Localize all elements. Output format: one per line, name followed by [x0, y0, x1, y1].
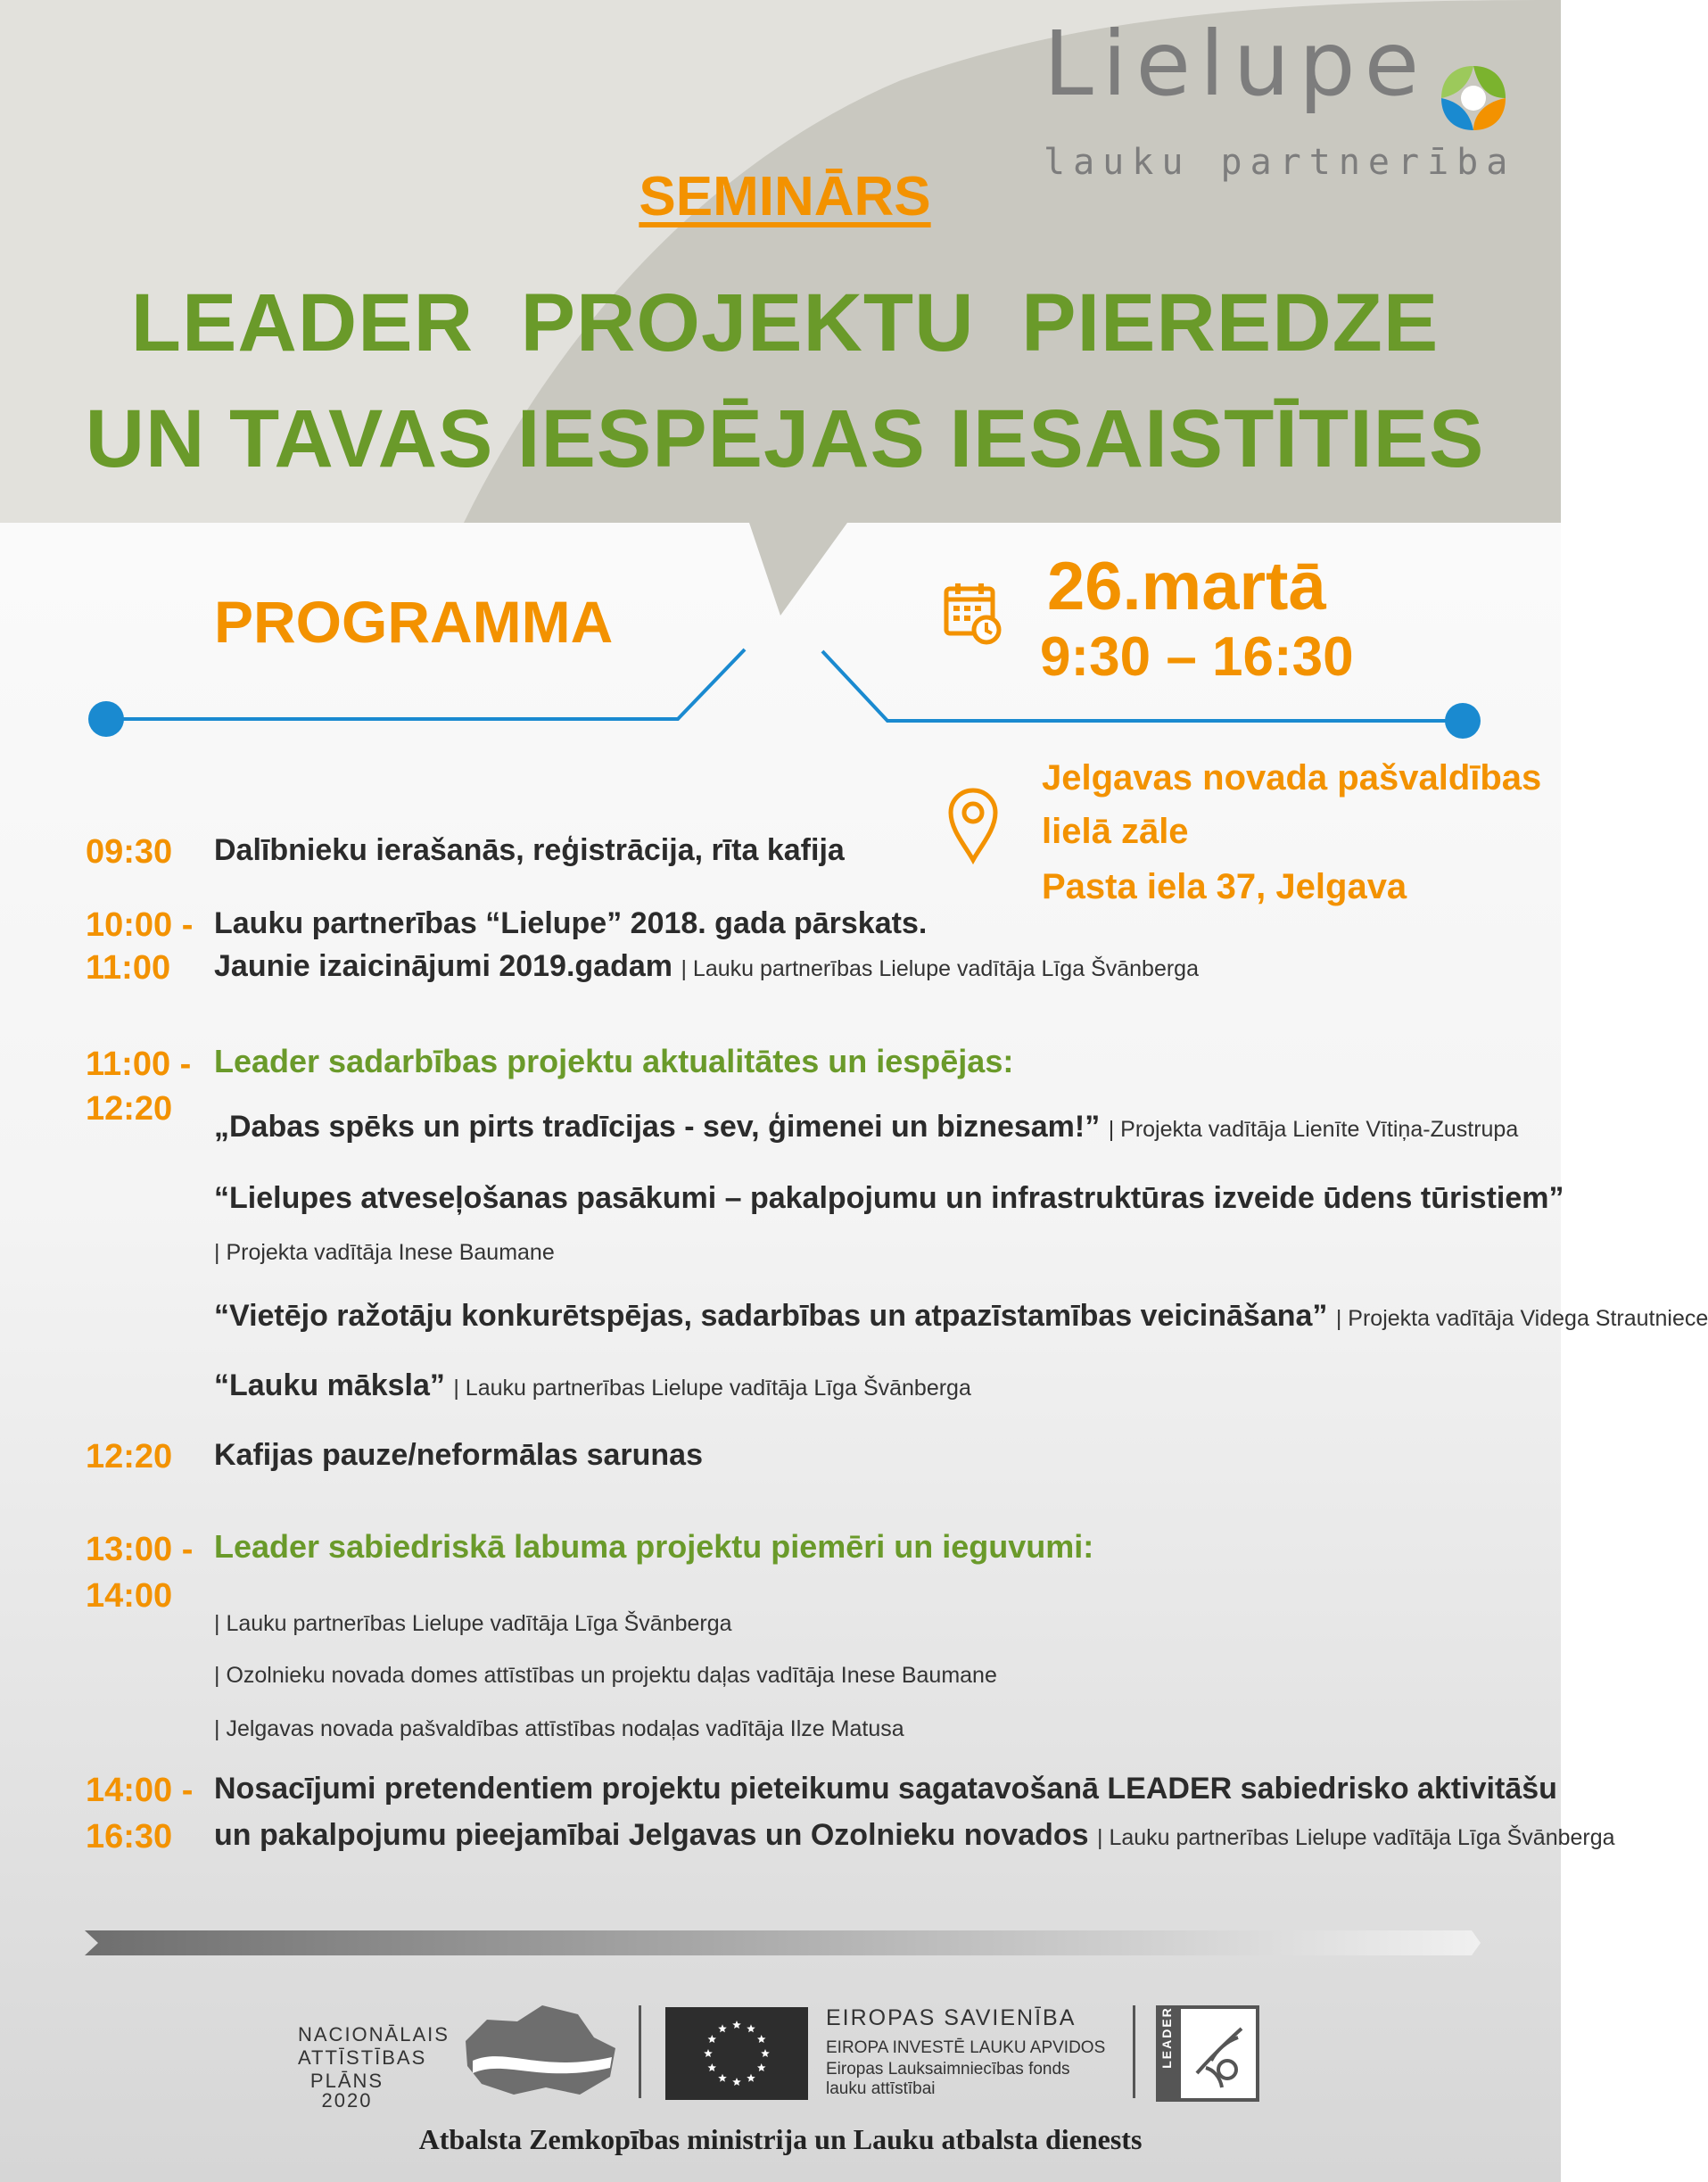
leader-logo-icon [1156, 2005, 1259, 2102]
schedule-item: Kafijas pauze/neformālas sarunas [214, 1438, 704, 1472]
schedule-item: Dalībnieku ierašanās, reģistrācija, rīta kafija [214, 833, 845, 867]
main-title-line2: UN TAVAS IESPĒJAS IESAISTĪTIES [85, 393, 1485, 484]
section-heading: Leader sabiedriskā labuma projektu piemēri un ieguvumi: [214, 1528, 1094, 1565]
logo-subtitle: lauku partnerība [1044, 142, 1516, 183]
speaker: | Lauku partnerības Lielupe vadītāja Līga Švānberga [453, 1376, 971, 1401]
calendar-clock-icon [944, 582, 1003, 646]
schedule-time: 12:20 [86, 1438, 173, 1475]
speaker: | Jelgavas novada pašvaldības attīstības nodaļas vadītāja Ilze Matusa [214, 1716, 904, 1741]
project-item: “Lauku māksla” | Lauku partnerības Lielupe vadītāja Līga Švānberga [214, 1368, 971, 1402]
latvia-map-icon [460, 2002, 621, 2100]
eu-line2: Eiropas Lauksaimniecības fonds [826, 2060, 1070, 2079]
footer-divider [639, 2005, 641, 2098]
speaker: | Lauku partnerības Lielupe vadītāja Līga Švānberga [681, 956, 1199, 981]
venue-line1: Jelgavas novada pašvaldības [1042, 758, 1542, 798]
schedule-item: Jaunie izaicinājumi 2019.gadam | Lauku partnerības Lielupe vadītāja Līga Švānberga [214, 949, 1199, 983]
speaker: | Projekta vadītāja Videga Strautniece [1335, 1306, 1708, 1331]
schedule-time: 10:00 - [86, 906, 194, 944]
event-time: 9:30 – 16:30 [1040, 626, 1354, 688]
event-date: 26.martā [1047, 549, 1326, 624]
speaker: | Lauku partnerības Lielupe vadītāja Līga Švānberga [214, 1611, 732, 1636]
speaker: | Lauku partnerības Lielupe vadītāja Līga Švānberga [1097, 1825, 1615, 1850]
eu-line1: EIROPA INVESTĒ LAUKU APVIDOS [826, 2038, 1106, 2057]
schedule-item: Nosacījumi pretendentiem projektu pieteikumu sagatavošanā LEADER sabiedrisko aktivitāšu [214, 1772, 1557, 1806]
support-statement: Atbalsta Zemkopības ministrija un Lauku atbalsta dienests [418, 2123, 1143, 2155]
schedule-time: 11:00 - [86, 1046, 192, 1083]
schedule-time: 09:30 [86, 833, 173, 871]
programme-heading: PROGRAMMA [214, 589, 614, 655]
schedule-time: 11:00 [86, 949, 171, 987]
venue-line3: Pasta iela 37, Jelgava [1042, 867, 1407, 906]
logo-wordmark: Lielupe [1044, 12, 1429, 116]
eu-title: EIROPAS SAVIENĪBA [826, 2005, 1077, 2030]
section-heading: Leader sadarbības projektu aktualitātes un iespējas: [214, 1043, 1014, 1079]
project-item: “Vietējo ražotāju konkurētspējas, sadarbības un atpazīstamības veicināšana” | Projekta vadītāja Videga Strautniece [214, 1299, 1708, 1333]
eu-line3: lauku attīstībai [826, 2079, 936, 2098]
eu-flag-icon [665, 2007, 808, 2100]
nap-logo-line1: NACIONĀLAIS [298, 2023, 450, 2046]
nap-logo-line3: PLĀNS 2020 [309, 2070, 384, 2112]
speaker: | Ozolnieku novada domes attīstības un projektu daļas vadītāja Inese Baumane [214, 1663, 997, 1688]
schedule-time: 12:20 [86, 1090, 173, 1128]
speaker: | Projekta vadītāja Inese Baumane [214, 1240, 555, 1265]
footer-divider [1133, 2005, 1135, 2098]
project-item: “Lielupes atveseļošanas pasākumi – pakalpojumu un infrastruktūras izveide ūdens tūristiem” [214, 1181, 1564, 1215]
location-pin-icon [947, 787, 999, 864]
schedule-time: 16:30 [86, 1818, 173, 1856]
speaker: | Projekta vadītāja Lienīte Vītiņa-Zustrupa [1108, 1117, 1519, 1142]
schedule-time: 14:00 - [86, 1772, 194, 1809]
nap-logo-line2: ATTĪSTĪBAS [298, 2046, 427, 2069]
project-item: „Dabas spēks un pirts tradīcijas - sev, ģimenei un biznesam!” | Projekta vadītāja Lienīte Vītiņa-Zustrupa [214, 1110, 1519, 1144]
schedule-time: 13:00 - [86, 1531, 194, 1568]
schedule-item: un pakalpojumu pieejamībai Jelgavas un Ozolnieku novados | Lauku partnerības Lielupe vadītāja Līga Švānberga [214, 1818, 1615, 1852]
logo-leaf-icon [1438, 62, 1509, 134]
schedule-item: Lauku partnerības “Lielupe” 2018. gada pārskats. [214, 906, 928, 940]
seminar-kicker: SEMINĀRS [639, 166, 931, 227]
venue-line2: lielā zāle [1042, 812, 1189, 851]
main-title-line1: LEADER PROJEKTU PIEREDZE [130, 277, 1440, 368]
leader-logo-label: LEADER [1159, 2006, 1174, 2069]
schedule-time: 14:00 [86, 1577, 173, 1615]
